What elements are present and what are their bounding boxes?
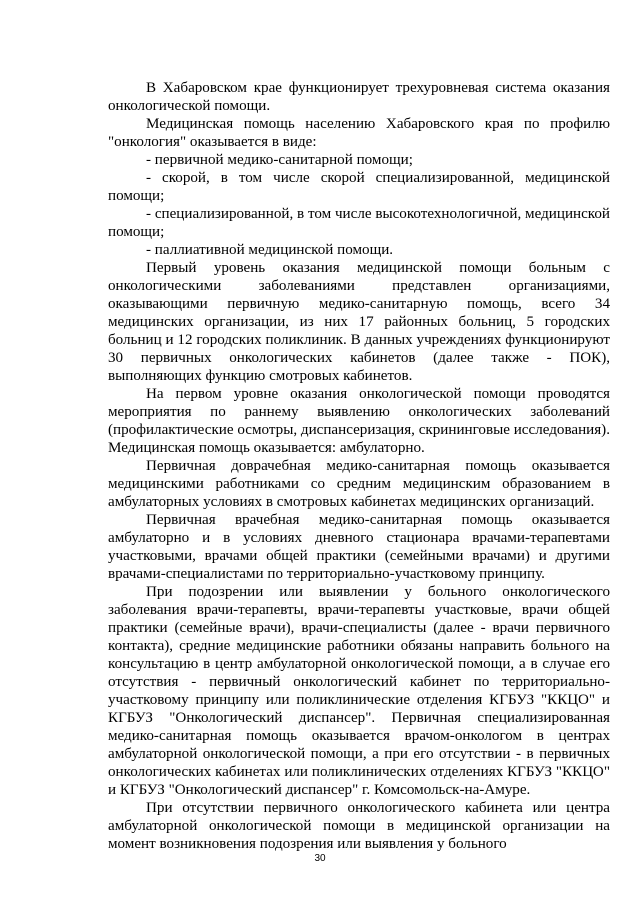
- paragraph-referral: При подозрении или выявлении у больного онкологического заболевания врачи-терапевты, врачи-терапевты участковые, врачи общей практики (семейные врачи), врачи-специалисты (далее - врачи первичного контакта), средние медицинские работники обязаны направить больного на консультацию в центр амбулаторной онкологической помощи, а в случае его отсутствия - первичный онкологический кабинет по территориально-участковому принципу или поликлинические отделения КГБУЗ "ККЦО" и КГБУЗ "Онкологический диспансер". Первичная специализированная медико-санитарная помощь оказывается врачом-онкологом в центрах амбулаторной онкологической помощи, а при его отсутствии - в первичных онкологических кабинетах или поликлинических отделениях КГБУЗ "ККЦО" и КГБУЗ "Онкологический диспансер" г. Комсомольск-на-Амуре.: [108, 584, 610, 798]
- paragraph-no-cabinet: При отсутствии первичного онкологического кабинета или центра амбулаторной онкологической помощи в медицинской организации на момент возникновения подозрения или выявления у больного: [108, 800, 610, 852]
- list-item-palliative-care: - паллиативной медицинской помощи.: [146, 242, 394, 258]
- paragraph-intro: В Хабаровском крае функционирует трехуровневая система оказания онкологической помощи.: [108, 80, 610, 114]
- paragraph-first-level: Первый уровень оказания медицинской помощи больным с онкологическими заболеваниями представлен организациями, оказывающими первичную медико-санитарную помощь, всего 34 медицинских организации, из них 17 районных больниц, 5 городских больниц и 12 городских поликлиник. В данных учреждениях функционируют 30 первичных онкологических кабинетов (далее также - ПОК), выполняющих функцию смотровых кабинетов.: [108, 260, 610, 384]
- document-body: [108, 79, 610, 853]
- list-item-specialized-care: - специализированной, в том числе высокотехнологичной, медицинской помощи;: [108, 206, 610, 240]
- paragraph-forms-of-care: Медицинская помощь населению Хабаровского края по профилю "онкология" оказывается в виде:: [108, 116, 610, 150]
- list-item-emergency-care: - скорой, в том числе скорой специализированной, медицинской помощи;: [108, 170, 610, 204]
- list-item-primary-care: - первичной медико-санитарной помощи;: [146, 152, 413, 168]
- paragraph-early-detection: На первом уровне оказания онкологической помощи проводятся мероприятия по раннему выявлению онкологических заболеваний (профилактические осмотры, диспансеризация, скрининговые исследования). Медицинская помощь оказывается: амбулаторно.: [108, 386, 610, 456]
- paragraph-physician-care: Первичная врачебная медико-санитарная помощь оказывается амбулаторно и в условиях дневного стационара врачами-терапевтами участковыми, врачами общей практики (семейными врачами) и другими врачами-специалистами по территориально-участковому принципу.: [108, 512, 610, 582]
- paragraph-prephysician-care: Первичная доврачебная медико-санитарная помощь оказывается медицинскими работниками со средним медицинским образованием в амбулаторных условиях в смотровых кабинетах медицинских организаций.: [108, 458, 610, 510]
- page-number: 30: [314, 853, 326, 864]
